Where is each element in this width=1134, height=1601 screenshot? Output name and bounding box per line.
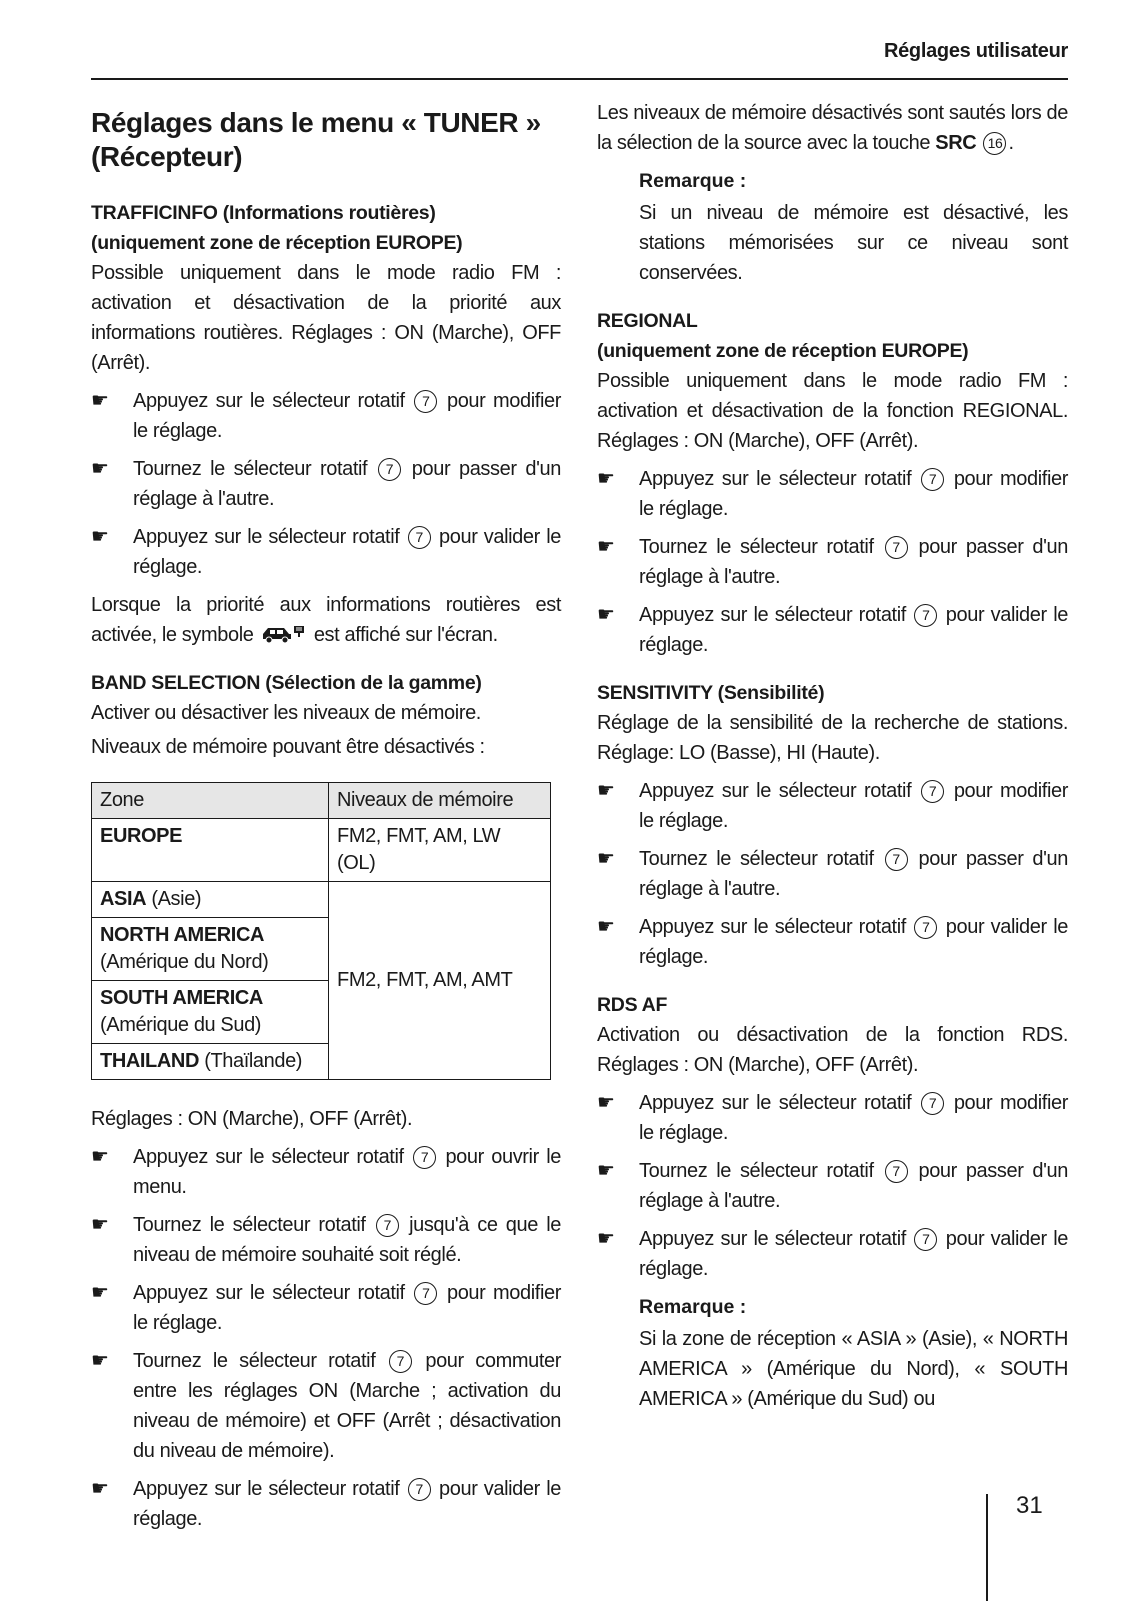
rotary-knob-number-icon: 7 [921, 468, 944, 491]
zone-translation: (Amérique du Nord) [100, 951, 269, 973]
zone-translation: (Amérique du Sud) [100, 1014, 262, 1036]
rds-af-steps [597, 1088, 1068, 1284]
list-item [91, 1474, 561, 1534]
pointing-hand-icon: ☛ [91, 1282, 109, 1304]
zone-name: SOUTH AMERICA [100, 987, 263, 1009]
list-item [91, 1346, 561, 1466]
list-item [91, 454, 561, 514]
band-selection-heading: BAND SELECTION (Sélection de la gamme) [91, 672, 482, 694]
rotary-knob-number-icon: 7 [408, 526, 431, 549]
sensitivity-intro: Réglage de la sensibilité de la recherche de stations. Réglage: LO (Basse), HI (Haute). [597, 712, 1068, 764]
zone-cell [92, 918, 329, 981]
note-text: Si la zone de réception « ASIA » (Asie), « NORTH AMERICA » (Amérique du Nord), « SOUTH AMERICA » (Amérique du Sud) ou [639, 1328, 1068, 1410]
list-item [597, 600, 1068, 660]
step-text: pour valider le réglage. [133, 1478, 561, 1530]
levels-cell: FM2, FMT, AM, LW (OL) [329, 819, 551, 882]
skip-levels-text: Les niveaux de mémoire désactivés sont sautés lors de la sélection de la source avec la touche [597, 102, 1068, 154]
list-item [597, 532, 1068, 592]
zone-translation: (Asie) [151, 888, 202, 910]
pointing-hand-icon: ☛ [91, 1478, 109, 1500]
note-box [597, 166, 1068, 288]
zone-name: NORTH AMERICA [100, 924, 265, 946]
zone-cell [92, 1044, 329, 1080]
band-selection-line2: Niveaux de mémoire pouvant être désactivés : [91, 736, 485, 758]
trafficinfo-heading-line2: (uniquement zone de réception EUROPE) [91, 232, 463, 254]
zone-cell [92, 882, 329, 918]
step-text: pour modifier le réglage. [639, 780, 1068, 832]
skip-levels-paragraph [597, 98, 1068, 158]
pointing-hand-icon: ☛ [597, 536, 615, 558]
memory-levels-table [91, 782, 551, 1080]
rotary-knob-number-icon: 7 [914, 604, 937, 627]
pointing-hand-icon: ☛ [91, 458, 109, 480]
step-text: Appuyez sur le sélecteur rotatif [639, 604, 906, 626]
list-item [597, 1224, 1068, 1284]
rotary-knob-number-icon: 7 [414, 1282, 437, 1305]
step-text: Appuyez sur le sélecteur rotatif [133, 1282, 405, 1304]
list-item [597, 464, 1068, 524]
table-header-zone: Zone [92, 783, 329, 819]
src-key-number-icon: 16 [983, 132, 1006, 155]
step-text: pour ouvrir le menu. [133, 1146, 561, 1198]
step-text: Appuyez sur le sélecteur rotatif [133, 526, 400, 548]
zone-cell [92, 819, 329, 882]
rotary-knob-number-icon: 7 [389, 1350, 412, 1373]
step-text: pour valider le réglage. [639, 604, 1068, 656]
step-text: Appuyez sur le sélecteur rotatif [133, 390, 405, 412]
page-title-line1: Réglages dans le menu « TUNER » [91, 107, 541, 138]
zone-name: THAILAND [100, 1050, 200, 1072]
step-text: pour commuter entre les réglages ON (Marche ; activation du niveau de mémoire) et OFF (Arrêt ; désactivation du niveau de mémoire). [133, 1350, 561, 1462]
table-header-levels: Niveaux de mémoire [329, 783, 551, 819]
step-text: pour modifier le réglage. [133, 1282, 561, 1334]
pointing-hand-icon: ☛ [597, 1160, 615, 1182]
step-text: Appuyez sur le sélecteur rotatif [639, 468, 912, 490]
list-item [91, 1142, 561, 1202]
right-column [597, 98, 1068, 1424]
zone-name: EUROPE [100, 825, 183, 847]
zone-cell [92, 981, 329, 1044]
regional-heading-line1: REGIONAL [597, 310, 698, 332]
list-item [597, 776, 1068, 836]
step-text: pour passer d'un réglage à l'autre. [639, 848, 1068, 900]
sensitivity-steps [597, 776, 1068, 972]
step-text: Tournez le sélecteur rotatif [133, 458, 368, 480]
list-item [91, 522, 561, 582]
rds-af-heading: RDS AF [597, 994, 668, 1016]
rotary-knob-number-icon: 7 [408, 1478, 431, 1501]
table-header-row [92, 783, 551, 819]
trafficinfo-steps [91, 386, 561, 582]
step-text: pour modifier le réglage. [133, 390, 561, 442]
step-text: Appuyez sur le sélecteur rotatif [639, 780, 912, 802]
step-text: Appuyez sur le sélecteur rotatif [133, 1478, 400, 1500]
trafficinfo-heading [91, 198, 561, 258]
rotary-knob-number-icon: 7 [376, 1214, 399, 1237]
traffic-car-icon [260, 622, 308, 644]
step-text: pour valider le réglage. [639, 1228, 1068, 1280]
rotary-knob-number-icon: 7 [413, 1146, 436, 1169]
step-text: pour passer d'un réglage à l'autre. [133, 458, 561, 510]
zone-translation: (Thaïlande) [204, 1050, 303, 1072]
regional-intro: Possible uniquement dans le mode radio FM : activation et désactivation de la fonction REGIONAL. Réglages : ON (Marche), OFF (Arrêt). [597, 370, 1068, 452]
list-item [597, 1088, 1068, 1148]
pointing-hand-icon: ☛ [91, 1214, 109, 1236]
step-text: Appuyez sur le sélecteur rotatif [639, 1228, 906, 1250]
band-selection-steps [91, 1142, 561, 1534]
src-key-label: SRC [935, 132, 977, 154]
pointing-hand-icon: ☛ [91, 1146, 109, 1168]
step-text: pour passer d'un réglage à l'autre. [639, 1160, 1068, 1212]
note-title: Remarque : [639, 1296, 747, 1318]
page-title-line2: (Récepteur) [91, 141, 243, 172]
pointing-hand-icon: ☛ [597, 848, 615, 870]
traffic-symbol-text-end: est affiché sur l'écran. [313, 624, 498, 646]
step-text: Tournez le sélecteur rotatif [133, 1350, 376, 1372]
left-column [91, 98, 561, 1542]
table-row [92, 882, 551, 918]
pointing-hand-icon: ☛ [597, 468, 615, 490]
list-item [91, 1278, 561, 1338]
pointing-hand-icon: ☛ [91, 526, 109, 548]
pointing-hand-icon: ☛ [597, 1228, 615, 1250]
rotary-knob-number-icon: 7 [414, 390, 437, 413]
list-item [91, 1210, 561, 1270]
step-text: pour passer d'un réglage à l'autre. [639, 536, 1068, 588]
band-selection-line1: Activer ou désactiver les niveaux de mémoire. [91, 702, 481, 724]
step-text: Tournez le sélecteur rotatif [133, 1214, 366, 1236]
trafficinfo-heading-line1: TRAFFICINFO (Informations routières) [91, 202, 436, 224]
rotary-knob-number-icon: 7 [914, 1228, 937, 1251]
levels-cell-merged: FM2, FMT, AM, AMT [329, 882, 551, 1080]
traffic-symbol-paragraph [91, 590, 561, 650]
sensitivity-heading: SENSITIVITY (Sensibilité) [597, 682, 825, 704]
table-row [92, 819, 551, 882]
step-text: jusqu'à ce que le niveau de mémoire souhaité soit réglé. [133, 1214, 561, 1266]
zone-name: ASIA [100, 888, 147, 910]
list-item [597, 844, 1068, 904]
pointing-hand-icon: ☛ [597, 604, 615, 626]
step-text: pour modifier le réglage. [639, 468, 1068, 520]
step-text: pour valider le réglage. [133, 526, 561, 578]
note-title: Remarque : [639, 170, 747, 192]
list-item [91, 386, 561, 446]
step-text: Appuyez sur le sélecteur rotatif [133, 1146, 404, 1168]
step-text: pour valider le réglage. [639, 916, 1068, 968]
header-rule [91, 78, 1068, 80]
page-number: 31 [1016, 1492, 1043, 1519]
note-text: Si un niveau de mémoire est désactivé, les stations mémorisées sur ce niveau sont conservées. [639, 202, 1068, 284]
step-text: pour modifier le réglage. [639, 1092, 1068, 1144]
trafficinfo-intro: Possible uniquement dans le mode radio FM : activation et désactivation de la priorité aux informations routières. Réglages : ON (Marche), OFF (Arrêt). [91, 262, 561, 374]
rotary-knob-number-icon: 7 [914, 916, 937, 939]
pointing-hand-icon: ☛ [597, 780, 615, 802]
list-item [597, 1156, 1068, 1216]
rds-af-intro: Activation ou désactivation de la fonction RDS. Réglages : ON (Marche), OFF (Arrêt). [597, 1024, 1068, 1076]
rotary-knob-number-icon: 7 [921, 780, 944, 803]
step-text: Appuyez sur le sélecteur rotatif [639, 916, 906, 938]
regional-heading [597, 306, 1068, 366]
note-box [597, 1292, 1068, 1414]
step-text: Tournez le sélecteur rotatif [639, 536, 874, 558]
band-selection-settings: Réglages : ON (Marche), OFF (Arrêt). [91, 1108, 413, 1130]
rotary-knob-number-icon: 7 [885, 536, 908, 559]
pointing-hand-icon: ☛ [597, 916, 615, 938]
step-text: Appuyez sur le sélecteur rotatif [639, 1092, 912, 1114]
step-text: Tournez le sélecteur rotatif [639, 1160, 874, 1182]
running-header: Réglages utilisateur [883, 40, 1068, 62]
rotary-knob-number-icon: 7 [921, 1092, 944, 1115]
pointing-hand-icon: ☛ [91, 1350, 109, 1372]
skip-levels-end: . [1008, 132, 1014, 154]
pointing-hand-icon: ☛ [91, 390, 109, 412]
rotary-knob-number-icon: 7 [378, 458, 401, 481]
rotary-knob-number-icon: 7 [885, 848, 908, 871]
footer-rule [986, 1494, 988, 1601]
regional-heading-line2: (uniquement zone de réception EUROPE) [597, 340, 969, 362]
rotary-knob-number-icon: 7 [885, 1160, 908, 1183]
step-text: Tournez le sélecteur rotatif [639, 848, 874, 870]
page-title [91, 106, 561, 174]
list-item [597, 912, 1068, 972]
traffic-symbol-text: Lorsque la priorité aux informations routières est activée, le symbole [91, 594, 561, 646]
regional-steps [597, 464, 1068, 660]
pointing-hand-icon: ☛ [597, 1092, 615, 1114]
